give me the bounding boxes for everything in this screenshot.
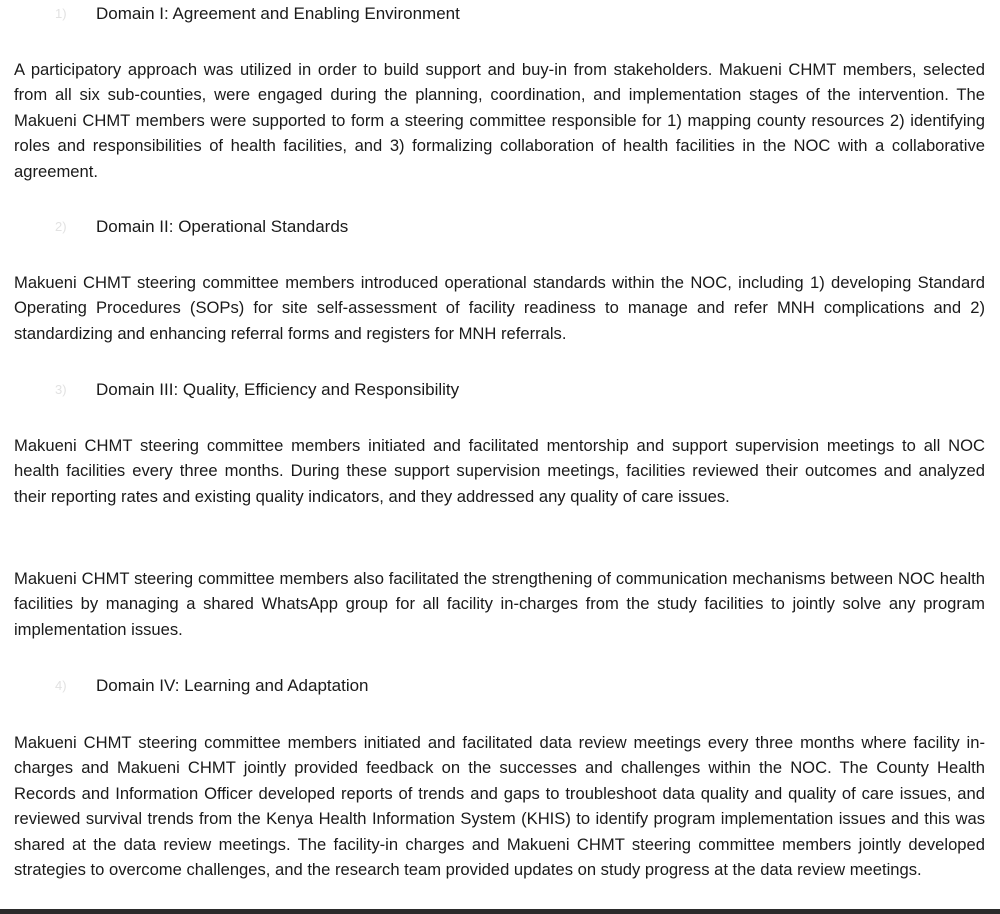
section-number: 2) xyxy=(55,219,67,234)
section-heading-domain-3 xyxy=(55,377,459,403)
section-title: Domain III: Quality, Efficiency and Responsibility xyxy=(96,380,460,399)
section-title: Domain IV: Learning and Adaptation xyxy=(96,676,369,695)
section-number: 4) xyxy=(55,678,67,693)
paragraph-domain-1: A participatory approach was utilized in order to build support and buy-in from stakeholders. Makueni CHMT members, selected from all six sub-counties, were engaged during the planning, coordination, and implementation stages of the intervention. The Makueni CHMT members were supported to form a steering committee responsible for 1) mapping county resources 2) identifying roles and responsibilities of health facilities, and 3) formalizing collaboration of health facilities in the NOC with a collaborative agreement. xyxy=(14,60,985,181)
section-heading-domain-2 xyxy=(55,214,348,240)
section-heading-domain-1 xyxy=(55,1,460,27)
section-number: 1) xyxy=(55,6,67,21)
paragraph-domain-4: Makueni CHMT steering committee members initiated and facilitated data review meetings every three months where facility in-charges and Makueni CHMT jointly provided feedback on the successes and challenges within the NOC. The County Health Records and Information Officer developed reports of trends and gaps to troubleshoot data quality and quality of care issues, and reviewed survival trends from the Kenya Health Information System (KHIS) to identify program implementation issues and this was shared at the data review meetings. The facility-in charges and Makueni CHMT steering committee members jointly developed strategies to overcome challenges, and the research team provided updates on study progress at the data review meetings. xyxy=(14,733,985,880)
section-title: Domain I: Agreement and Enabling Environment xyxy=(96,4,460,23)
paragraph-domain-3a: Makueni CHMT steering committee members initiated and facilitated mentorship and support supervision meetings to all NOC health facilities every three months. During these support supervision meetings, facilities reviewed their outcomes and analyzed their reporting rates and existing quality indicators, and they addressed any quality of care issues. xyxy=(14,436,985,506)
bottom-edge-rule xyxy=(0,909,1000,914)
paragraph-domain-2: Makueni CHMT steering committee members introduced operational standards within the NOC, including 1) developing Standard Operating Procedures (SOPs) for site self-assessment of facility readiness to manage and refer MNH complications and 2) standardizing and enhancing referral forms and registers for MNH referrals. xyxy=(14,273,985,343)
section-title: Domain II: Operational Standards xyxy=(96,217,349,236)
paragraph-domain-3b: Makueni CHMT steering committee members also facilitated the strengthening of communication mechanisms between NOC health facilities by managing a shared WhatsApp group for all facility in-charges from the study facilities to jointly solve any program implementation issues. xyxy=(14,569,985,639)
section-heading-domain-4 xyxy=(55,673,369,699)
section-number: 3) xyxy=(55,382,67,397)
